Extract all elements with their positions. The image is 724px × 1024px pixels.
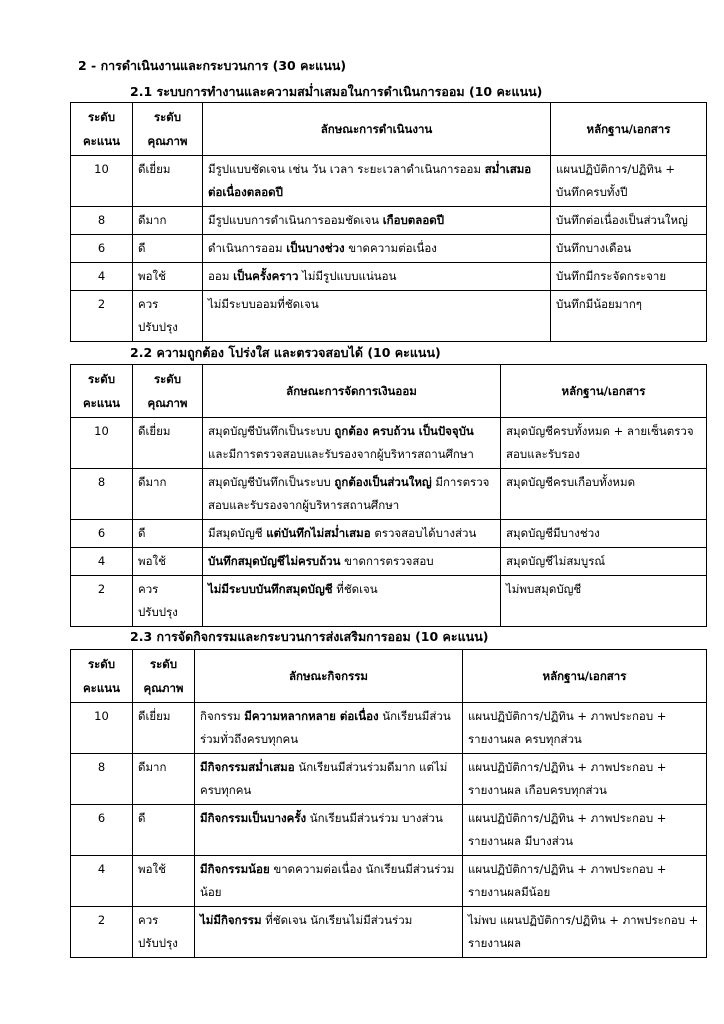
quality-cell: ดี	[133, 235, 203, 263]
description-text: ไม่มีรูปแบบแน่นอน	[298, 269, 397, 283]
section-title: 2.2 ความถูกต้อง โปร่งใส และตรวจสอบได้ (10 คะแนน)	[130, 345, 441, 360]
description-cell	[203, 520, 501, 548]
quality-cell: ดีมาก	[133, 207, 203, 235]
description-emphasis: ถูกต้อง ครบถ้วน เป็นปัจจุบัน	[334, 424, 474, 438]
description-text: มีรูปแบบชัดเจน เช่น วัน เวลา ระยะเวลาดำเนินการออม	[208, 162, 485, 176]
table-row	[71, 469, 707, 520]
description-cell	[203, 418, 501, 469]
evidence-cell: ไม่พบ แผนปฏิบัติการ/ปฏิทิน + ภาพประกอบ + รายงานผล	[463, 907, 707, 958]
table-row	[71, 207, 707, 235]
quality-cell: พอใช้	[133, 856, 195, 907]
description-text: ขาดการตรวจสอบ	[340, 554, 434, 568]
quality-cell: ควรปรับปรุง	[133, 576, 203, 627]
score-header: ระดับ คะแนน	[71, 650, 133, 703]
main-heading: 2 - การดำเนินงานและกระบวนการ (30 คะแนน)	[78, 58, 347, 73]
evidence-cell: ไม่พบสมุดบัญชี	[501, 576, 707, 627]
evidence-cell: แผนปฏิบัติการ/ปฏิทิน + ภาพประกอบ + รายงานผลมีน้อย	[463, 856, 707, 907]
score-cell: 6	[71, 520, 133, 548]
quality-cell: ดีเยี่ยม	[133, 418, 203, 469]
description-text: นักเรียนมีส่วนร่วม บางส่วน	[306, 811, 443, 825]
evidence-cell: แผนปฏิบัติการ/ปฏิทิน + บันทึกครบทั้งปี	[551, 156, 707, 207]
quality-header: ระดับ คุณภาพ	[133, 650, 195, 703]
description-emphasis: ไม่มีระบบบันทึกสมุดบัญชี	[208, 582, 333, 596]
description-emphasis: ไม่มีกิจกรรม	[200, 913, 262, 927]
description-cell	[203, 156, 551, 207]
description-emphasis: มีกิจกรรมสม่ำเสมอ	[200, 760, 295, 774]
evidence-header: หลักฐาน/เอกสาร	[463, 650, 707, 703]
table-row	[71, 703, 707, 754]
description-emphasis: เป็นบางช่วง	[286, 241, 345, 255]
quality-header: ระดับ คุณภาพ	[133, 365, 203, 418]
table-row	[71, 576, 707, 627]
description-emphasis: เกือบตลอดปี	[382, 213, 444, 227]
description-cell	[203, 469, 501, 520]
description-text: ออม	[208, 269, 234, 283]
table-header-row	[71, 103, 707, 156]
table-row	[71, 520, 707, 548]
description-text: มีรูปแบบการดำเนินการออมชัดเจน	[208, 213, 383, 227]
quality-cell: พอใช้	[133, 548, 203, 576]
score-cell: 6	[71, 805, 133, 856]
quality-cell: ดีมาก	[133, 754, 195, 805]
score-cell: 10	[71, 703, 133, 754]
description-emphasis: สม่ำเสมอต่อเนื่องตลอดปี	[208, 162, 532, 199]
description-text: นักเรียนมีส่วนร่วมดีมาก แต่ไม่ครบทุกคน	[200, 760, 448, 797]
score-cell: 6	[71, 235, 133, 263]
evidence-cell: สมุดบัญชีครบเกือบทั้งหมด	[501, 469, 707, 520]
description-cell	[195, 754, 463, 805]
description-text: ขาดความต่อเนื่อง	[344, 241, 437, 255]
description-text: ดำเนินการออม	[208, 241, 287, 255]
table-body	[71, 703, 707, 958]
evidence-header: หลักฐาน/เอกสาร	[551, 103, 707, 156]
table-row	[71, 263, 707, 291]
description-cell	[195, 856, 463, 907]
description-emphasis: มีกิจกรรมเป็นบางครั้ง	[200, 811, 307, 825]
score-cell: 4	[71, 548, 133, 576]
score-cell: 2	[71, 576, 133, 627]
quality-cell: ดีมาก	[133, 469, 203, 520]
description-cell	[203, 207, 551, 235]
evidence-cell: บันทึกต่อเนื่องเป็นส่วนใหญ่	[551, 207, 707, 235]
table-row	[71, 235, 707, 263]
description-cell	[195, 703, 463, 754]
description-emphasis: ถูกต้องเป็นส่วนใหญ่	[334, 475, 432, 489]
evidence-cell: แผนปฏิบัติการ/ปฏิทิน + ภาพประกอบ + รายงานผล ครบทุกส่วน	[463, 703, 707, 754]
description-text: มีการตรวจสอบและรับรองจากผู้บริหารสถานศึกษา	[208, 475, 490, 512]
score-cell: 10	[71, 156, 133, 207]
description-text: สมุดบัญชีบันทึกเป็นระบบ	[208, 475, 335, 489]
description-text: กิจกรรม	[200, 709, 245, 723]
score-cell: 10	[71, 418, 133, 469]
description-text: มีสมุดบัญชี	[208, 526, 267, 540]
description-emphasis: บันทึกสมุดบัญชีไม่ครบถ้วน	[208, 554, 341, 568]
description-cell	[203, 548, 501, 576]
score-header: ระดับ คะแนน	[71, 365, 133, 418]
description-cell	[195, 907, 463, 958]
score-cell: 8	[71, 754, 133, 805]
criteria-table	[70, 102, 707, 342]
evidence-cell: สมุดบัญชีมีบางช่วง	[501, 520, 707, 548]
quality-cell: ดีเยี่ยม	[133, 156, 203, 207]
score-cell: 8	[71, 207, 133, 235]
quality-cell: ดี	[133, 520, 203, 548]
score-header: ระดับ คะแนน	[71, 103, 133, 156]
evidence-cell: บันทึกมีน้อยมากๆ	[551, 291, 707, 342]
table-row	[71, 907, 707, 958]
table-header-row	[71, 365, 707, 418]
description-emphasis: เป็นครั้งคราว	[233, 269, 299, 283]
description-emphasis: มีกิจกรรมน้อย	[200, 862, 270, 876]
evidence-cell: บันทึกบางเดือน	[551, 235, 707, 263]
description-cell	[195, 805, 463, 856]
quality-cell: ดีเยี่ยม	[133, 703, 195, 754]
description-text: ตรวจสอบได้บางส่วน	[370, 526, 477, 540]
table-row	[71, 156, 707, 207]
quality-cell: พอใช้	[133, 263, 203, 291]
description-header: ลักษณะการดำเนินงาน	[203, 103, 551, 156]
score-cell: 4	[71, 263, 133, 291]
score-cell: 4	[71, 856, 133, 907]
quality-cell: ควรปรับปรุง	[133, 291, 203, 342]
section-title: 2.3 การจัดกิจกรรมและกระบวนการส่งเสริมการออม (10 คะแนน)	[130, 629, 489, 644]
quality-cell: ควรปรับปรุง	[133, 907, 195, 958]
quality-header: ระดับ คุณภาพ	[133, 103, 203, 156]
table-row	[71, 418, 707, 469]
description-cell	[203, 263, 551, 291]
table-row	[71, 856, 707, 907]
score-cell: 2	[71, 907, 133, 958]
table-body	[71, 418, 707, 627]
table-row	[71, 548, 707, 576]
description-emphasis: แต่บันทึกไม่สม่ำเสมอ	[266, 526, 371, 540]
evidence-cell: บันทึกมีกระจัดกระจาย	[551, 263, 707, 291]
description-header: ลักษณะการจัดการเงินออม	[203, 365, 501, 418]
score-cell: 8	[71, 469, 133, 520]
evidence-header: หลักฐาน/เอกสาร	[501, 365, 707, 418]
table-row	[71, 291, 707, 342]
quality-cell: ดี	[133, 805, 195, 856]
description-header: ลักษณะกิจกรรม	[195, 650, 463, 703]
table-header-row	[71, 650, 707, 703]
evidence-cell: สมุดบัญชีครบทั้งหมด + ลายเซ็นตรวจสอบและรับรอง	[501, 418, 707, 469]
description-text: ที่ชัดเจน	[332, 582, 378, 596]
evidence-cell: แผนปฏิบัติการ/ปฏิทิน + ภาพประกอบ + รายงานผล เกือบครบทุกส่วน	[463, 754, 707, 805]
table-row	[71, 805, 707, 856]
table-row	[71, 754, 707, 805]
description-emphasis: มีความหลากหลาย ต่อเนื่อง	[244, 709, 379, 723]
description-cell	[203, 291, 551, 342]
score-cell: 2	[71, 291, 133, 342]
description-text: นักเรียนมีส่วนร่วมทั่วถึงครบทุกคน	[200, 709, 451, 746]
description-text: สมุดบัญชีบันทึกเป็นระบบ	[208, 424, 335, 438]
table-body	[71, 156, 707, 342]
criteria-table	[70, 649, 707, 958]
evidence-cell: สมุดบัญชีไม่สมบูรณ์	[501, 548, 707, 576]
description-text: ไม่มีระบบออมที่ชัดเจน	[208, 297, 319, 311]
criteria-table	[70, 364, 707, 627]
description-text: ที่ชัดเจน นักเรียนไม่มีส่วนร่วม	[261, 913, 413, 927]
description-text: และมีการตรวจสอบและรับรองจากผู้บริหารสถานศึกษา	[208, 447, 474, 461]
evidence-cell: แผนปฏิบัติการ/ปฏิทิน + ภาพประกอบ + รายงานผล มีบางส่วน	[463, 805, 707, 856]
description-text: ขาดความต่อเนื่อง นักเรียนมีส่วนร่วมน้อย	[200, 862, 455, 899]
section-title: 2.1 ระบบการทำงานและความสม่ำเสมอในการดำเนินการออม (10 คะแนน)	[130, 84, 543, 99]
description-cell	[203, 235, 551, 263]
description-cell	[203, 576, 501, 627]
